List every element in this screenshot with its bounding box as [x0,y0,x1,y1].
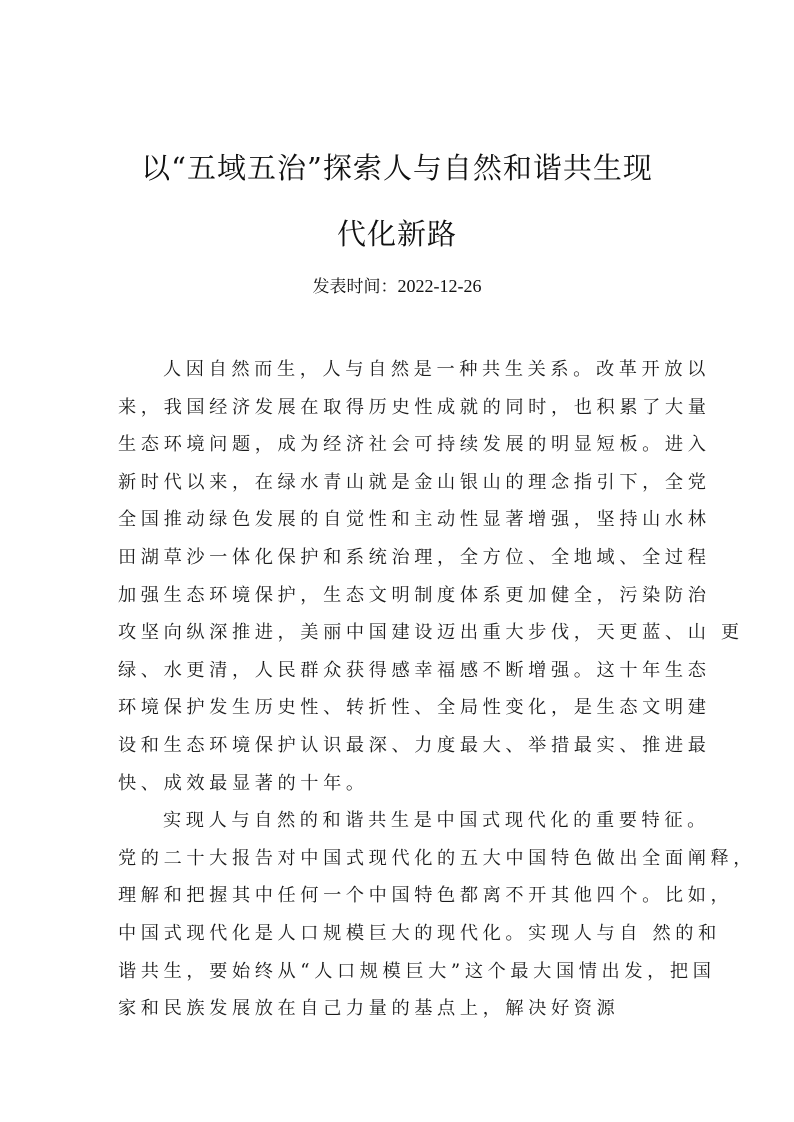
body-text-line: 人因自然而生，人与自然是一种共生关系。改革开放以 [163,359,710,380]
article-title-line-2: 代化新路 [336,217,457,251]
body-text-line: 实现人与自然的和谐共生是中国式现代化的重要特征。 [163,810,710,832]
body-text-line: 田湖草沙一体化保护和系统治理，全方位、全地域、全过程 [118,547,711,568]
body-text-line: 加强生态环境保护，生态文明制度体系更加健全，污染防治 [118,584,711,606]
body-text-line: 中国式现代化是人口规模巨大的现代化。实现人与自 然的和 [118,923,721,944]
body-text-line: 家和民族发展放在自己力量的基点上，解决好资源 [118,998,620,1020]
body-text-line: 谐共生，要始终从“人口规模巨大”这个最大国情出发，把国 [118,960,716,982]
body-text-line: 全国推动绿色发展的自觉性和主动性显著增强，坚持山水林 [118,509,711,531]
body-text-line: 攻坚向纵深推进，美丽中国建设迈出重大步伐，天更蓝、山 更 [118,622,744,644]
body-text-line: 生态环境问题，成为经济社会可持续发展的明显短板。进入 [118,434,711,456]
body-text-line: 设和生态环境保护认识最深、力度最大、举措最实、推进最 [118,735,711,756]
body-text-line: 理解和把握其中任何一个中国特色都离不开其他四个。比如， [118,885,734,907]
publish-date-value: 2022-12-26 [397,276,482,296]
body-text-line: 新时代以来，在绿水青山就是金山银山的理念指引下，全党 [118,471,711,493]
body-text-line: 绿、水更清，人民群众获得感幸福感不断增强。这十年生态 [118,659,711,681]
body-text-line: 来，我国经济发展在取得历史性成就的同时，也积累了大量 [118,396,711,418]
body-text-line: 环境保护发生历史性、转折性、全局性变化，是生态文明建 [118,697,711,719]
body-text-line: 党的二十大报告对中国式现代化的五大中国特色做出全面阐释， [118,847,757,869]
body-text-line: 快、成效最显著的十年。 [118,772,369,794]
publish-date [0,272,794,297]
publish-date-label: 发表时间： [312,277,398,297]
article-title-line-1: 以“五域五治”探索人与自然和谐共生现 [141,151,653,185]
